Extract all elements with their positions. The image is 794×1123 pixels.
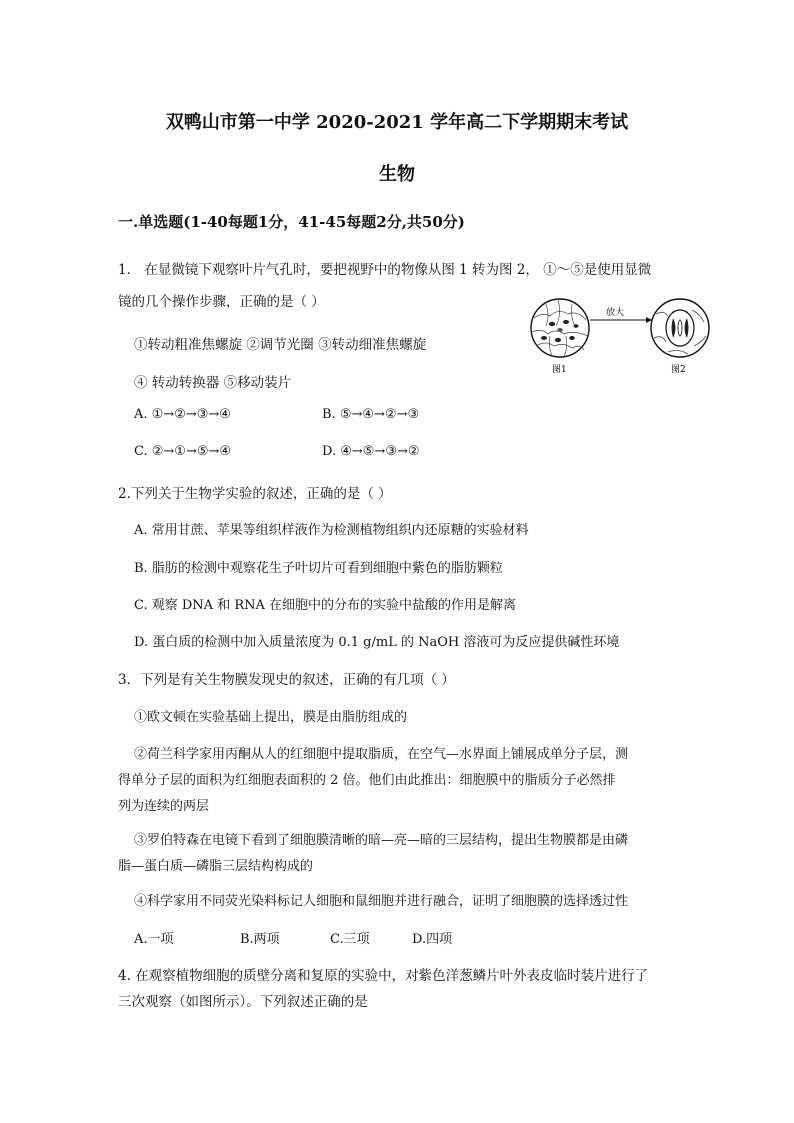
q2-option-a: A. 常用甘蔗、苹果等组织样液作为检测植物组织内还原糖的实验材料 — [134, 523, 529, 538]
q4-stem-line2: 三次观察（如图所示）。下列叙述正确的是 — [118, 994, 368, 1010]
q1-stem-line1: 1． 在显微镜下观察叶片气孔时，要把视野中的物像从图 1 转为图 2， ①～⑤是使用显微 — [118, 262, 652, 278]
figure1-label: 图1 — [552, 365, 567, 375]
exam-title: 双鸭山市第一中学 2020-2021 学年高二下学期期末考试 — [165, 112, 629, 133]
q3-stem: 3．下列是有关生物膜发现史的叙述，正确的有几项（ ） — [118, 672, 455, 688]
q3-item3-line1: ③罗伯特森在电镜下看到了细胞膜清晰的暗—亮—暗的三层结构，提出生物膜都是由磷 — [134, 833, 629, 848]
microscope-figure-svg — [528, 296, 724, 378]
q3-option-d: D.四项 — [412, 932, 453, 947]
q3-option-a: A.一项 — [134, 932, 174, 947]
figure1-field — [531, 299, 589, 357]
section-heading: 一.单选题(1-40每题1分，41-45每题2分,共50分) — [118, 213, 465, 231]
q3-option-b: B.两项 — [240, 932, 280, 947]
q3-item2-line2: 得单分子层的面积为红细胞表面积的 2 倍。他们由此推出：细胞膜中的脂质分子必然排 — [118, 773, 616, 788]
q1-option-c: C. ②→①→⑤→④ — [134, 444, 232, 459]
q2-option-d: D. 蛋白质的检测中加入质量浓度为 0.1 g/mL 的 NaOH 溶液可为反应提供碱性环境 — [134, 635, 620, 650]
q3-option-c: C.三项 — [330, 932, 370, 947]
q3-item3-line2: 脂—蛋白质—磷脂三层结构构成的 — [118, 859, 314, 874]
q1-option-d: D. ④→⑤→③→② — [322, 444, 420, 459]
q3-item2-line1: ②荷兰科学家用丙酮从人的红细胞中提取脂质，在空气—水界面上铺展成单分子层，测 — [134, 747, 629, 762]
q1-steps-line2: ④ 转动转换器 ⑤移动装片 — [134, 375, 292, 391]
q1-steps-line1: ①转动粗准焦螺旋 ②调节光圈 ③转动细准焦螺旋 — [134, 337, 427, 353]
microscope-figure — [528, 296, 724, 378]
q3-item2-line3: 列为连续的两层 — [118, 799, 210, 814]
q4-stem-line1: 4. 在观察植物细胞的质壁分离和复原的实验中，对紫色洋葱鳞片叶外表皮临时装片进行了 — [118, 968, 649, 984]
subject-title: 生物 — [379, 164, 415, 185]
q1-option-b: B. ⑤→④→②→③ — [322, 407, 420, 422]
q3-item1: ①欧文顿在实验基础上提出，膜是由脂肪组成的 — [134, 710, 408, 725]
q2-option-c: C. 观察 DNA 和 RNA 在细胞中的分布的实验中盐酸的作用是解离 — [134, 598, 517, 613]
figure2-label: 图2 — [671, 365, 686, 375]
q1-option-a: A. ①→②→③→④ — [134, 407, 231, 422]
q2-option-b: B. 脂肪的检测中观察花生子叶切片可看到细胞中紫色的脂肪颗粒 — [134, 561, 503, 576]
q2-stem: 2.下列关于生物学实验的叙述，正确的是（ ） — [118, 486, 392, 502]
q1-stem-line2: 镜的几个操作步骤，正确的是（ ） — [118, 294, 325, 310]
arrow-label: 放大 — [606, 308, 625, 318]
q3-item4: ④科学家用不同荧光染料标记人细胞和鼠细胞并进行融合，证明了细胞膜的选择透过性 — [134, 894, 629, 909]
figure2-field — [651, 299, 709, 357]
